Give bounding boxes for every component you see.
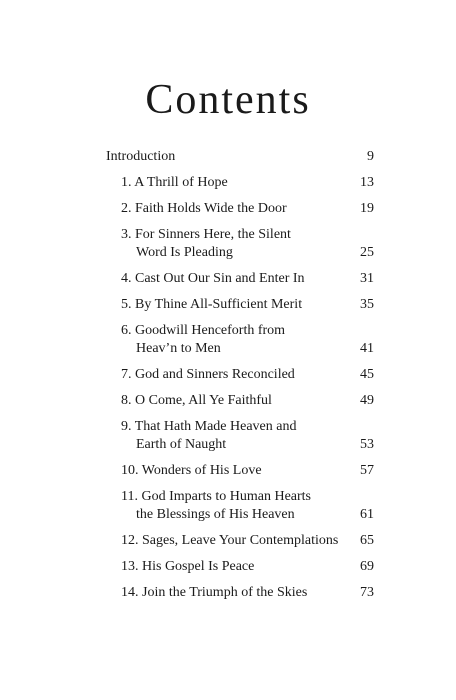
toc-entry — [106, 462, 374, 480]
toc-entry-title-line: 5. By Thine All-Sufficient Merit — [121, 297, 303, 312]
toc-entry-page-number: 69 — [360, 559, 374, 574]
page-title: Contents — [145, 77, 311, 123]
toc-entry-title — [106, 418, 374, 454]
toc-entry — [106, 392, 374, 410]
toc-entry-title — [106, 462, 374, 480]
toc-entry-title — [106, 558, 374, 576]
toc-entry — [106, 558, 374, 576]
toc-entry — [106, 200, 374, 218]
toc-entry-title — [106, 366, 374, 384]
toc-entry-title — [106, 200, 374, 218]
toc-entry — [106, 322, 374, 358]
toc-entry-page-number: 65 — [360, 533, 374, 548]
toc-entry — [106, 366, 374, 384]
toc-entry-title — [106, 488, 374, 524]
toc-entry-title — [106, 174, 374, 192]
toc-entry-page-number: 35 — [360, 297, 374, 312]
toc-entry-page-number: 41 — [360, 341, 374, 356]
toc-entry-title — [106, 296, 374, 314]
toc-entry — [106, 148, 374, 166]
toc-entry-page-number: 19 — [360, 201, 374, 216]
toc-entry-title-line: 3. For Sinners Here, the Silent — [121, 227, 291, 242]
toc-entry-title-line: 1. A Thrill of Hope — [121, 175, 228, 190]
toc-entry-title-line: Introduction — [106, 149, 176, 164]
toc-entry-title-line: 13. His Gospel Is Peace — [121, 559, 255, 574]
toc-entry-page-number: 45 — [360, 367, 374, 382]
toc-entry-title-continuation: Earth of Naught — [136, 437, 227, 452]
toc-entry-title-line: 14. Join the Triumph of the Skies — [121, 585, 308, 600]
toc-entry-title-line: 6. Goodwill Henceforth from — [121, 323, 286, 338]
toc-entry-title — [106, 392, 374, 410]
toc-entry — [106, 296, 374, 314]
toc-entry-page-number: 53 — [360, 437, 374, 452]
toc-entry-page-number: 31 — [360, 271, 374, 286]
toc-entry-page-number: 73 — [360, 585, 374, 600]
toc-entry — [106, 418, 374, 454]
toc-entry-title-line: 12. Sages, Leave Your Contemplations — [121, 533, 339, 548]
toc-entry-title-continuation: Heav’n to Men — [136, 341, 221, 356]
toc-entry-page-number: 61 — [360, 507, 374, 522]
table-of-contents — [106, 148, 374, 610]
toc-entry-title — [106, 270, 374, 288]
toc-entry — [106, 270, 374, 288]
toc-entry-page-number: 9 — [367, 149, 374, 164]
toc-entry-page-number: 49 — [360, 393, 374, 408]
toc-entry-title-line: 10. Wonders of His Love — [121, 463, 262, 478]
toc-entry-title-line: 4. Cast Out Our Sin and Enter In — [121, 271, 305, 286]
toc-entry-title-line: 7. God and Sinners Reconciled — [121, 367, 295, 382]
toc-entry-title — [106, 532, 374, 550]
toc-entry-title-line: 11. God Imparts to Human Hearts — [121, 489, 311, 504]
toc-entry-title-line: 8. O Come, All Ye Faithful — [121, 393, 272, 408]
toc-entry-title-continuation: the Blessings of His Heaven — [136, 507, 295, 522]
toc-entry-page-number: 25 — [360, 245, 374, 260]
toc-entry-title-line: 9. That Hath Made Heaven and — [121, 419, 297, 434]
toc-entry-title — [106, 226, 374, 262]
toc-entry-title-continuation: Word Is Pleading — [136, 245, 233, 260]
toc-entry-title — [106, 322, 374, 358]
toc-entry — [106, 174, 374, 192]
toc-entry — [106, 488, 374, 524]
toc-entry-page-number: 13 — [360, 175, 374, 190]
toc-entry-title — [106, 148, 374, 166]
toc-entry-page-number: 57 — [360, 463, 374, 478]
toc-entry — [106, 584, 374, 602]
toc-entry — [106, 532, 374, 550]
toc-entry-title — [106, 584, 374, 602]
toc-entry — [106, 226, 374, 262]
toc-entry-title-line: 2. Faith Holds Wide the Door — [121, 201, 287, 216]
